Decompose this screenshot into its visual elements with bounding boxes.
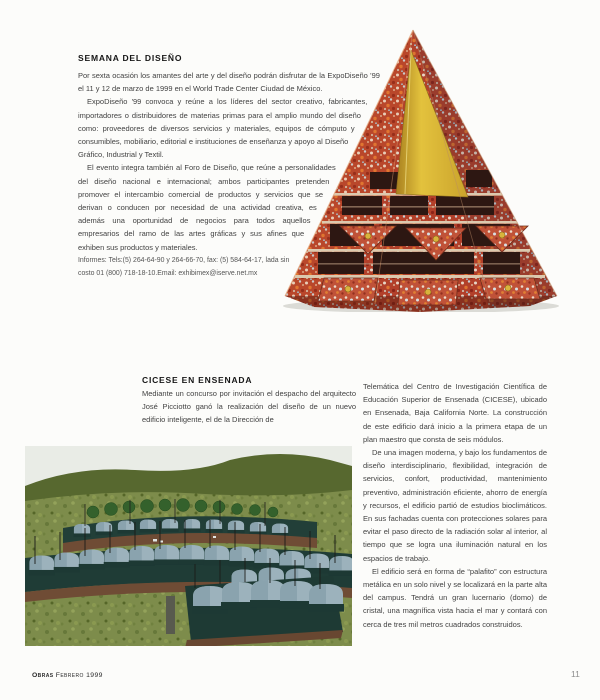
article-paragraph: De una imagen moderna, y bajo los fundamentos de diseño interdisciplinario, flexibilidad, integración de servicios, confort, productividad, mantenimiento preventivo, administración eficiente, ahorro de energía y recursos, el edificio partió de estudios bioclimáticos. En sus fachadas cuenta con protecciones solares para evitar el paso directo de la radiación solar al interior, al tiempo que se logra una iluminación natural en los espacios de trabajo. <box>363 448 547 563</box>
article-paragraph: Mediante un concurso por invitación el despacho del arquitecto José Picciotto ganó la realización del diseño de un nuevo edificio inteligente, el de la Dirección de <box>142 389 356 425</box>
article-paragraph: El edificio será en forma de “palafito” con estructura metálica en un solo nivel y se localizará en la parte alta del campus. Tendrá un gran lucernario (domo) de cristal, una magnífica vista hacia el mar y contará con cerca de tres mil metros cuadrados construidos. <box>363 566 547 629</box>
magazine-name: Obras <box>32 672 54 679</box>
cicese-right-column <box>363 380 547 631</box>
article-title-cicese: CICESE EN ENSENADA <box>142 375 253 385</box>
cicese-left-column <box>142 387 356 427</box>
magazine-issue: Febrero 1999 <box>55 672 103 679</box>
footer-magazine-info <box>32 672 103 679</box>
article-paragraph: El evento integra también al Foro de Diseño, que reúne a personalidades del diseño nacional e internacional; ambos participantes pretenden promover el intercambio comercial de productos y servicios que se derivan o conducen por necesidad de una actividad creativa, es además una oportunidad de negocios para todos aquellos empresarios del ramo de las artes gráficas y sus afines que exhiben sus productos y materiales. <box>78 163 336 252</box>
article-paragraph: Telemática del Centro de Investigación Científica de Educación Superior de Ensenada (CICESE), ubicado en Ensenada, Baja California Norte. La construcción de este edificio dará inicio a la primera etapa de un plan maestro que consta de seis módulos. <box>363 382 547 444</box>
contact-info: Informes: Tels:(5) 264-64-90 y 264-66-70, fax: (5) 584-64-17, lada sin costo 01 (800) 718-18-10.Email: exhibimex@iserve.net.mx <box>78 256 290 277</box>
connector-walkway <box>166 596 175 634</box>
page-number: 11 <box>571 669 580 679</box>
article-paragraph: Por sexta ocasión los amantes del arte y del diseño podrán disfrutar de la ExpoDiseño '99 el 11 y 12 de marzo de 1999 en el World Trade Center Ciudad de México. <box>78 71 380 94</box>
article-paragraph: ExpoDiseño '99 convoca y reúne a los líderes del sector creativo, fabricantes, importadores o distribuidores de materias primas para el amplio mundo del diseño como: proveedores de diversos servicios y materiales, equipos de cómputo y consumibles, mobiliario, editorial e instituciones de enseñanza y apoyo al Diseño Gráfico, Industrial y Textil. <box>78 97 368 160</box>
campus-rendering <box>25 446 352 646</box>
article-title: SEMANA DEL DISEÑO <box>78 53 183 63</box>
pyramid-photo <box>278 20 562 312</box>
